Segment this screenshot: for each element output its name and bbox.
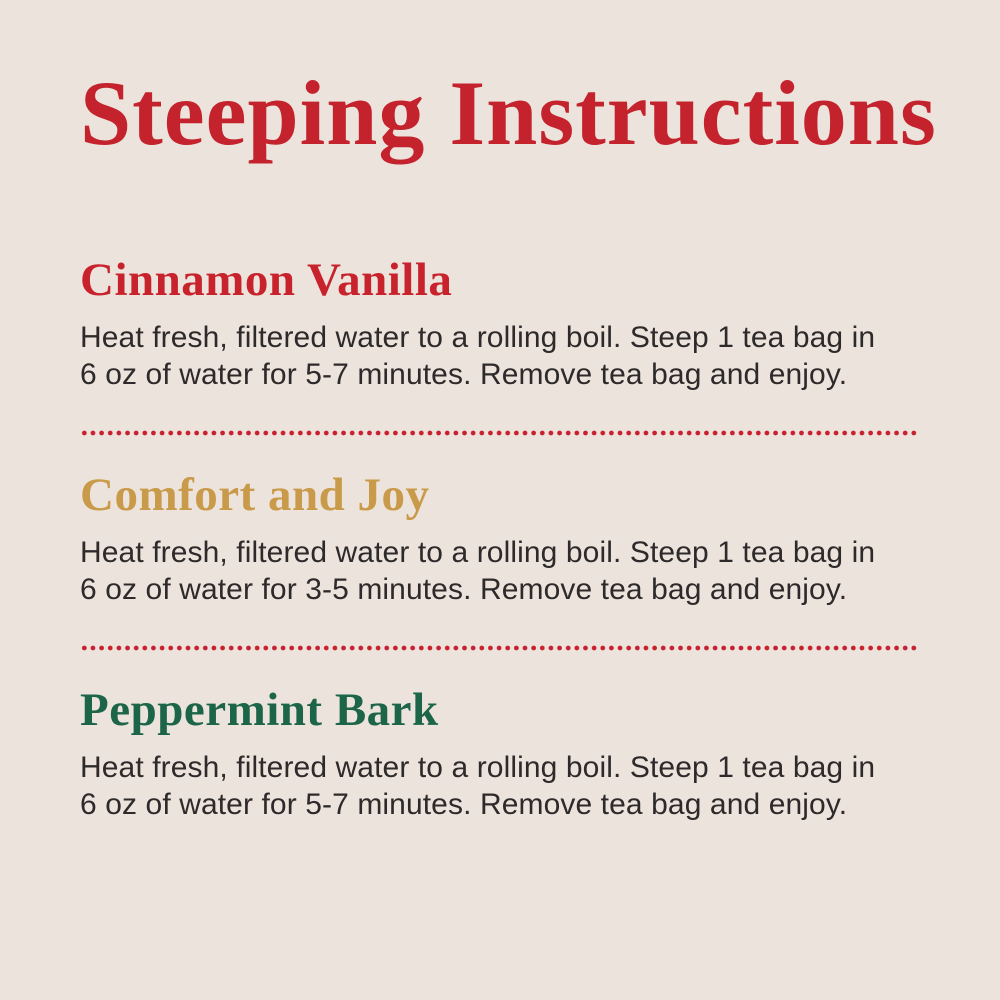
tea-name-comfort-and-joy: Comfort and Joy (80, 469, 430, 521)
tea-name-cinnamon-vanilla: Cinnamon Vanilla (80, 254, 453, 306)
directions-line-1: Heat fresh, filtered water to a rolling boil. Steep 1 tea bag in (80, 321, 876, 354)
section-comfort-and-joy (80, 469, 920, 608)
section-cinnamon-vanilla (80, 254, 920, 393)
dotted-divider (80, 645, 920, 651)
directions-comfort-and-joy (80, 534, 920, 608)
directions-peppermint-bark (80, 749, 920, 823)
page-title: Steeping Instructions (80, 62, 937, 164)
directions-line-1: Heat fresh, filtered water to a rolling boil. Steep 1 tea bag in (80, 536, 876, 569)
directions-line-2: 6 oz of water for 5-7 minutes. Remove tea bag and enjoy. (80, 358, 848, 391)
dotted-divider (80, 430, 920, 436)
directions-line-1: Heat fresh, filtered water to a rolling boil. Steep 1 tea bag in (80, 751, 876, 784)
directions-line-2: 6 oz of water for 5-7 minutes. Remove tea bag and enjoy. (80, 788, 848, 821)
directions-line-2: 6 oz of water for 3-5 minutes. Remove tea bag and enjoy. (80, 573, 848, 606)
tea-name-peppermint-bark: Peppermint Bark (80, 684, 439, 736)
section-peppermint-bark (80, 684, 920, 823)
directions-cinnamon-vanilla (80, 319, 920, 393)
